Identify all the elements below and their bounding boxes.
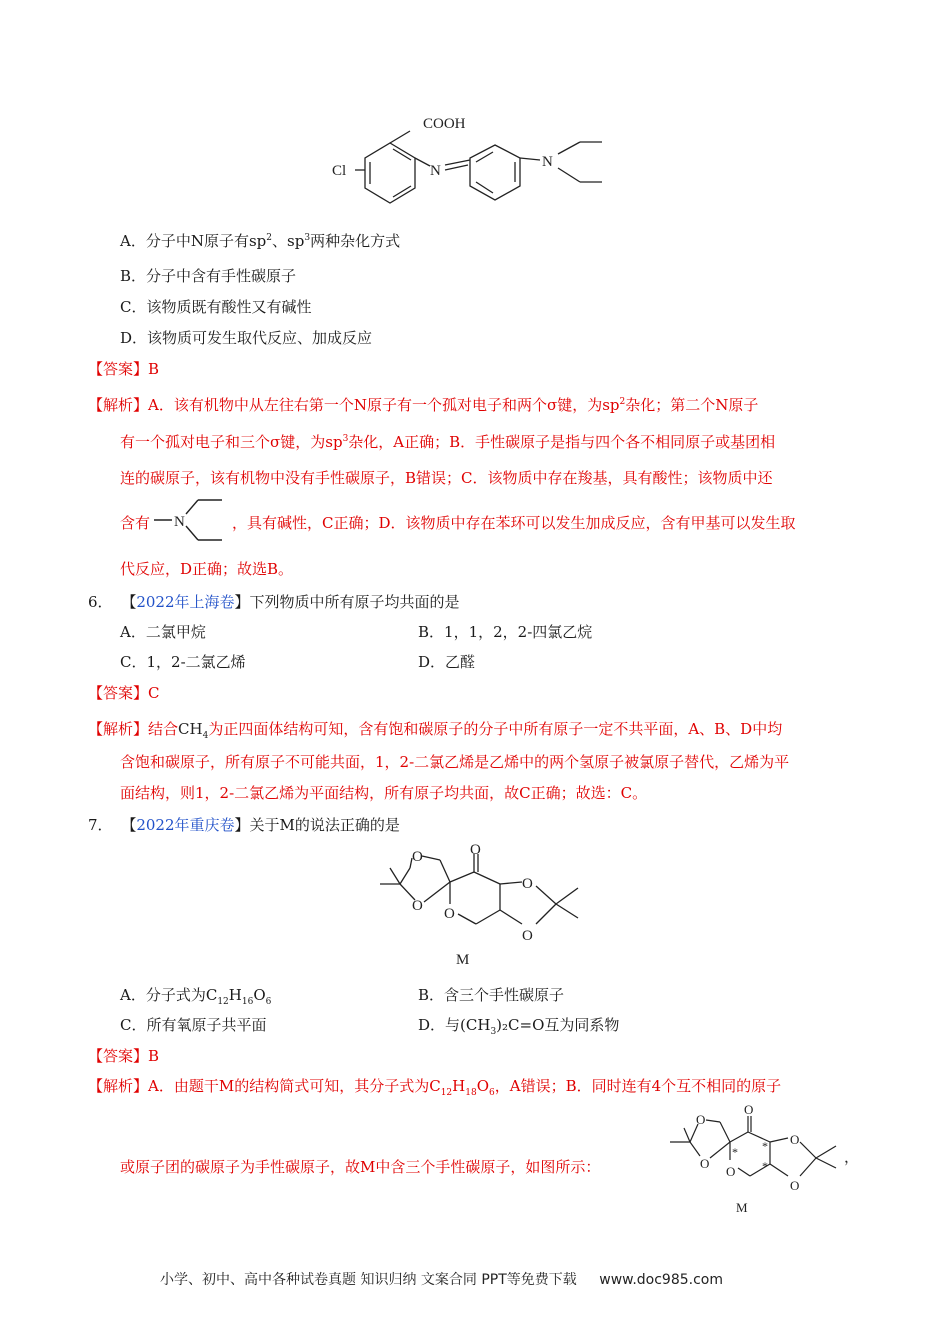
q5-option-a-text: A．分子中N原子有	[120, 232, 249, 250]
o-label: O	[412, 898, 423, 914]
q5-explanation-line-3: 连的碳原子，该有机物中没有手性碳原子，B错误；C．该物质中存在羧基，具有酸性；该物质中还	[120, 469, 773, 487]
q7-answer: 【答案】B	[88, 1047, 160, 1065]
text: D．与(CH	[418, 1016, 491, 1034]
sub: 3	[490, 1027, 497, 1037]
sp-text: sp	[248, 232, 267, 250]
chiral-star: *	[762, 1139, 768, 1153]
structure-m-chiral	[660, 1098, 860, 1218]
cooh-label: COOH	[423, 116, 466, 132]
exp-text: 杂化，A正确；B．手性碳原子是指与四个各不相同原子或基团相	[348, 433, 776, 451]
exp-text: 有一个孤对电子和三个σ键，为	[120, 433, 326, 451]
sp-text: sp	[602, 396, 620, 414]
exp-text: A．由题干M的结构简式可知，其分子式为C	[148, 1077, 441, 1095]
q7-stem	[88, 814, 400, 835]
sub: 4	[202, 731, 209, 741]
n-label-2: N	[542, 154, 553, 170]
sp-text: sp	[325, 433, 343, 451]
q6-stem	[88, 591, 460, 612]
q6-stem-text: 下列物质中所有原子均共面的是	[249, 593, 460, 611]
n-label: N	[174, 514, 185, 530]
q5-option-c: C．该物质既有酸性又有碱性	[120, 298, 312, 316]
diethylamino-fragment	[150, 492, 230, 548]
sp-text: sp	[287, 232, 305, 250]
comma: ，	[844, 1150, 860, 1166]
exp-label: 【解析】	[88, 1077, 149, 1095]
o-label: O	[522, 876, 533, 892]
footer-text: 小学、初中、高中各种试卷真题 知识归纳 文案合同 PPT等免费下载	[160, 1272, 577, 1288]
exp-text: 杂化；第二个N原子	[625, 396, 759, 414]
q7-option-c: C．所有氧原子共平面	[120, 1016, 267, 1034]
o-label: O	[790, 1178, 800, 1193]
q7-option-a	[120, 984, 271, 1007]
chiral-star: *	[762, 1159, 768, 1173]
sub: 18	[465, 1088, 477, 1098]
o-label: O	[700, 1156, 710, 1171]
q5-option-a	[120, 230, 400, 251]
q7-number: 7．	[88, 816, 113, 834]
exp-text: 结合	[148, 720, 179, 738]
footer-site[interactable]: www.doc985.com	[599, 1272, 723, 1288]
q6-option-c: C．1，2-二氯乙烯	[120, 653, 246, 671]
structure-q5-molecule-right	[440, 130, 620, 220]
q5-explanation-line-4b: ，具有碱性，C正确；D．该物质中存在苯环可以发生加成反应，含有甲基可以发生取	[232, 514, 796, 532]
o-label: O	[744, 1102, 754, 1117]
q7-stem-text: 关于M的说法正确的是	[249, 816, 400, 834]
q6-explanation-line-1	[88, 718, 782, 741]
m-label: M	[456, 952, 470, 968]
exp-text: O	[476, 1077, 489, 1095]
q5-explanation-line-4	[120, 512, 150, 533]
text: H	[228, 986, 242, 1004]
q5-answer: 【答案】B	[88, 360, 160, 378]
q6-option-a: A．二氯甲烷	[120, 623, 206, 641]
q6-source: 【2022年上海卷】	[121, 593, 250, 611]
footer	[160, 1269, 723, 1289]
o-label: O	[444, 906, 455, 922]
q6-answer: 【答案】C	[88, 684, 160, 702]
sup: 3	[342, 434, 349, 444]
exp-text: ，A错误；B．同时连有4个互不相同的原子	[494, 1077, 782, 1095]
ch-text: CH	[178, 720, 203, 738]
o-label: O	[696, 1112, 706, 1127]
sep: 、	[272, 232, 288, 250]
text: )₂C=O互为同系物	[496, 1016, 620, 1034]
exp-text: 为正四面体结构可知，含有饱和碳原子的分子中所有原子一定不共平面，A、B、D中均	[208, 720, 783, 738]
chiral-star: *	[732, 1145, 738, 1159]
sub: 16	[241, 997, 254, 1007]
q5-option-d: D．该物质可发生取代反应、加成反应	[120, 329, 373, 347]
q7-option-d	[418, 1014, 619, 1037]
text: A．分子式为C	[120, 986, 218, 1004]
sub: 6	[489, 1088, 495, 1098]
q6-explanation-line-3: 面结构，则1，2-二氯乙烯为平面结构，所有原子均共面，故C正确；故选：C。	[120, 784, 648, 802]
q6-explanation-line-2: 含饱和碳原子，所有原子不可能共面，1，2-二氯乙烯是乙烯中的两个氢原子被氯原子替代，乙烯为平	[120, 753, 790, 771]
q5-option-a-post: 两种杂化方式	[310, 232, 401, 250]
q6-number: 6．	[88, 593, 113, 611]
exp-text: A．该有机物中从左往右第一个N原子有一个孤对电子和两个σ键，为	[148, 396, 603, 414]
o-label: O	[790, 1132, 800, 1147]
q5-option-b: B．分子中含有手性碳原子	[120, 267, 297, 285]
o-label: O	[470, 842, 481, 858]
o-label: O	[726, 1164, 736, 1179]
sub: 12	[440, 1088, 453, 1098]
exp-text: H	[452, 1077, 466, 1095]
q7-explanation-line-1	[88, 1075, 781, 1098]
sub: 12	[217, 997, 229, 1007]
q5-explanation-line-5: 代反应，D正确；故选B。	[120, 560, 294, 578]
q7-source: 【2022年重庆卷】	[121, 816, 250, 834]
sup: 2	[619, 397, 626, 407]
exp-text: 含有	[120, 514, 151, 532]
sup-3: 3	[304, 233, 311, 243]
q6-option-d: D．乙醛	[418, 653, 476, 671]
sup-2: 2	[266, 233, 273, 243]
n-label-1: N	[430, 163, 441, 179]
text: O	[253, 986, 266, 1004]
m-label: M	[736, 1200, 748, 1215]
exp-label: 【解析】	[88, 396, 149, 414]
q5-explanation-line-2	[120, 431, 775, 452]
sub: 6	[265, 997, 272, 1007]
o-label: O	[412, 849, 423, 865]
cl-label: Cl	[332, 163, 347, 179]
q7-explanation-line-2: 或原子团的碳原子为手性碳原子，故M中含三个手性碳原子，如图所示：	[120, 1158, 601, 1176]
structure-m	[360, 838, 620, 968]
q6-option-b: B．1，1，2，2-四氯乙烷	[418, 623, 593, 641]
o-label: O	[522, 928, 533, 944]
q7-option-b: B．含三个手性碳原子	[418, 986, 565, 1004]
q5-explanation-line-1	[88, 394, 758, 415]
exp-label: 【解析】	[88, 720, 149, 738]
